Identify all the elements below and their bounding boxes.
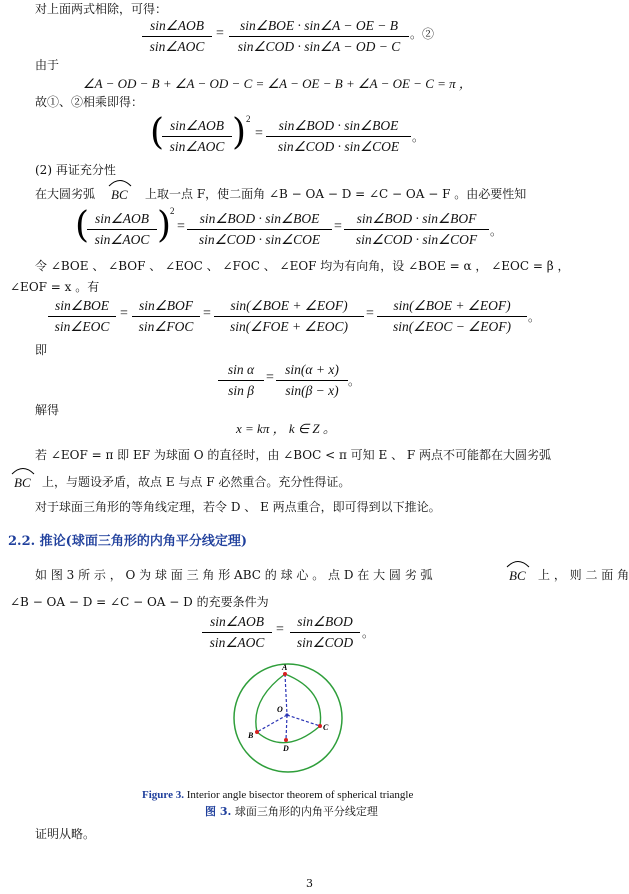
text-line: 解得 [35, 403, 60, 417]
text-line: 上，与题设矛盾，故点 E 与点 F 必然重合。充分性得证。 [42, 475, 351, 489]
text-line: ∠B − OA − D = ∠C − OA − D 的充要条件为 [10, 595, 269, 609]
arc-symbol [505, 558, 531, 568]
text-line: 故①、②相乘即得： [35, 95, 144, 109]
equation-tag: 。 [412, 130, 425, 144]
sphere-outline [234, 664, 342, 772]
fraction: sin∠BOE sin∠EOC [48, 298, 116, 335]
equation-tag: 。 [362, 626, 375, 640]
arc-symbol [10, 465, 36, 475]
exponent: 2 [246, 114, 251, 124]
point-O [285, 713, 288, 716]
dashed-OB [257, 715, 287, 732]
label-D: D [283, 744, 289, 753]
text-line: ∠EOF = x 。有 [10, 280, 100, 294]
arc-label: BC [14, 475, 31, 490]
equation-tag: 。 [490, 224, 503, 238]
fraction: sin∠AOB sin∠AOC [142, 18, 212, 55]
text-line: (2) 再证充分性 [35, 163, 116, 177]
equation-tag: 。 [348, 374, 361, 388]
point-C [318, 724, 322, 728]
text-line: 由于 [35, 58, 60, 72]
text-line: 如 图 3 所 示 ， O 为 球 面 三 角 形 ABC 的 球 心 。 点 D 在 大 圆 劣 弧 [35, 568, 433, 582]
label-A: A [282, 663, 288, 672]
point-B [255, 730, 259, 734]
equation-line: x = kπ ， k ∈ Z 。 [236, 421, 336, 436]
dashed-OA [285, 674, 287, 715]
label-O: O [277, 705, 283, 714]
equation-line: ∠A − OD − B + ∠A − OD − C = ∠A − OE − B + ∠A − OE − C = π ， [83, 76, 472, 91]
point-D [284, 738, 288, 742]
arc-label: BC [111, 187, 128, 202]
fraction: sin∠BOE · sin∠A − OE − B sin∠COD · sin∠A − OD − C [229, 18, 409, 55]
arc-label: BC [509, 568, 526, 583]
figure-caption-zh: 图 3. 球面三角形的内角平分线定理 [205, 805, 378, 818]
arc-BC [257, 726, 320, 743]
fraction: sin∠AOB sin∠AOC [162, 118, 232, 155]
exponent: 2 [170, 206, 175, 216]
text-line: 若 ∠EOF = π 即 EF 为球面 O 的直径时，由 ∠BOC < π 可知 E 、 F 两点不可能都在大圆劣弧 [35, 448, 552, 462]
label-C: C [323, 723, 329, 732]
fraction: $\frac{\sin(\alpha + x)}{\sin(\beta - x)}$ [276, 362, 348, 399]
fraction: sin(∠BOE + ∠EOF) sin(∠EOC − ∠EOF) [377, 298, 527, 335]
fraction: sin∠BOD · sin∠BOF sin∠COD · sin∠COF [344, 211, 489, 248]
point-A [283, 672, 287, 676]
fraction: sin∠AOB sin∠AOC [202, 614, 272, 651]
text-line: 上 ， 则 二 面 角 [538, 568, 629, 582]
fraction: sin∠BOF sin∠FOC [132, 298, 200, 335]
page-number: 3 [306, 877, 313, 890]
fraction: sin∠BOD · sin∠BOE sin∠COD · sin∠COE [266, 118, 411, 155]
equation-tag: 。② [410, 27, 435, 41]
fraction: sin∠AOB sin∠AOC [87, 211, 157, 248]
equation-tag: 。 [528, 310, 541, 324]
fraction: sin∠BOD · sin∠BOE sin∠COD · sin∠COE [187, 211, 332, 248]
text-line: 即 [35, 343, 48, 357]
text-line: 对上面两式相除，可得： [35, 2, 168, 16]
arc-AC [285, 674, 321, 726]
dashed-OD [286, 715, 287, 740]
arc-AB [256, 674, 285, 732]
text-line: 令 ∠BOE 、 ∠BOF 、 ∠EOC 、 ∠FOC 、 ∠EOF 均为有向角，设 ∠BOE = α ， ∠EOC = β ， [35, 259, 570, 273]
dashed-OC [287, 715, 320, 726]
spherical-triangle-figure [230, 660, 350, 780]
arc-symbol [107, 177, 133, 187]
fraction: sin∠BOD sin∠COD [290, 614, 360, 651]
section-heading: 2.2. 推论(球面三角形的内角平分线定理) [8, 534, 247, 549]
label-B: B [248, 731, 254, 740]
text-line: 对于球面三角形的等角线定理，若令 D 、 E 两点重合，即可得到以下推论。 [35, 500, 441, 514]
fraction: sin(∠BOE + ∠EOF) sin(∠FOE + ∠EOC) [214, 298, 364, 335]
text-line: 证明从略。 [35, 827, 96, 841]
text-line: 上取一点 F，使二面角 ∠B − OA − D = ∠C − OA − F 。由必要性知 [145, 187, 527, 201]
figure-caption-en: Figure 3. Interior angle bisector theorem of spherical triangle [142, 789, 414, 801]
fraction: $\frac{\text{sin α}}{\text{sin β}}$ [218, 362, 264, 399]
text-line: 在大圆劣弧 [35, 187, 96, 201]
